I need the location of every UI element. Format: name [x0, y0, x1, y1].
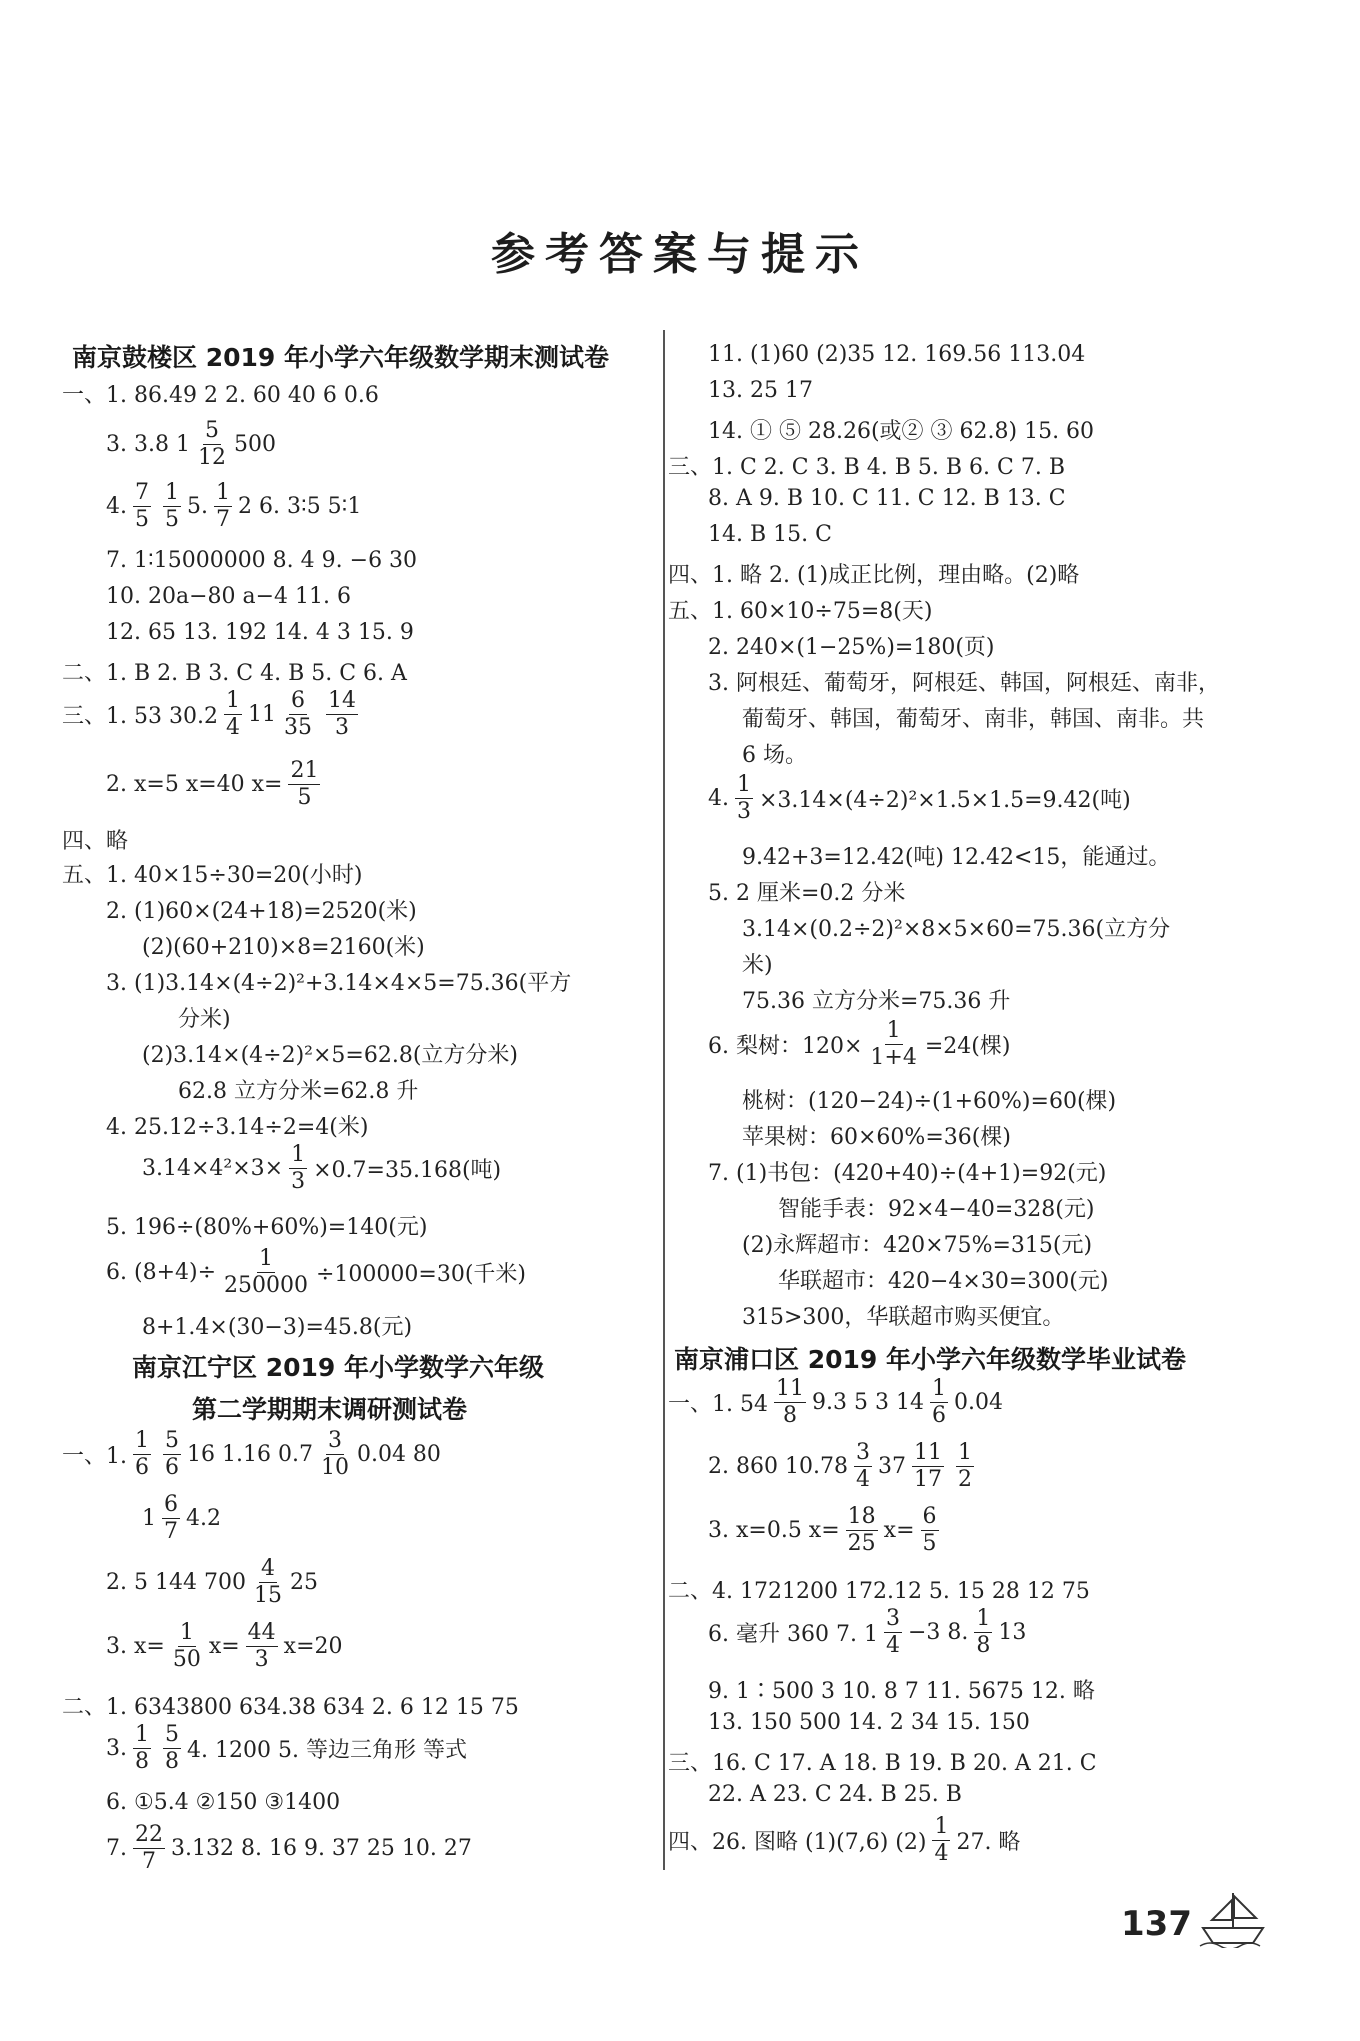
section-heading: 南京鼓楼区 2019 年小学六年级数学期末测试卷 [72, 343, 609, 372]
answer-line: 2. 5 144 700 $\frac{4}{15}$ 25 [106, 1556, 318, 1608]
answer-line: 2. 240×(1−25%)=180(页) [708, 635, 995, 660]
fraction: $\frac{1}{4}$ [934, 1814, 949, 1866]
answer-line: 8. A 9. B 10. C 11. C 12. B 13. C [708, 486, 1066, 511]
answer-line: 7. 1∶15000000 8. 4 9. −6 30 [106, 548, 418, 573]
answer-line: 5. 196÷(80%+60%)=140(元) [106, 1215, 428, 1240]
fraction: $\frac{6}{5}$ [922, 1504, 937, 1556]
answer-line: 4. $\frac{1}{3}$ ×3.14×(4÷2)²×1.5×1.5=9.42(吨) [708, 772, 1131, 824]
section-heading: 第二学期期末调研测试卷 [192, 1395, 468, 1424]
answer-line: 一、1. 86.49 2 2. 60 40 6 0.6 [62, 383, 379, 408]
fraction: $\frac{5}{6}$ [165, 1428, 179, 1480]
answer-line: 7. (1)书包：(420+40)÷(4+1)=92(元) [708, 1161, 1107, 1186]
answer-line: 2. x=5 x=40 x= $\frac{21}{5}$ [106, 758, 319, 810]
fraction: $\frac{11}{17}$ [913, 1440, 942, 1492]
fraction: $\frac{1}{3}$ [737, 772, 751, 824]
answer-line: 11. (1)60 (2)35 12. 169.56 113.04 [708, 342, 1086, 367]
answer-line: 6. (8+4)÷ $\frac{1}{250000}$ ÷100000=30(千米) [106, 1246, 527, 1298]
fraction: $\frac{1}{6}$ [135, 1428, 149, 1480]
answer-line: 315>300，华联超市购买便宜。 [742, 1305, 1065, 1330]
answer-line: 四、26. 图略 (1)(7,6) (2) $\frac{1}{4}$ 27. 略 [668, 1814, 1021, 1866]
fraction: $\frac{5}{12}$ [197, 418, 226, 470]
fraction: $\frac{1}{2}$ [957, 1440, 972, 1492]
answer-line: 一、1. 54 $\frac{11}{8}$ 9.3 5 3 14 $\frac{1}{6}$ 0.04 [668, 1376, 1003, 1428]
answer-line: 3. 阿根廷、葡萄牙，阿根廷、韩国，阿根廷、南非， [708, 671, 1220, 696]
answer-line: 62.8 立方分米=62.8 升 [178, 1079, 419, 1104]
answer-line: 智能手表：92×4−40=328(元) [778, 1197, 1095, 1222]
answer-line: (2)3.14×(4÷2)²×5=62.8(立方分米) [142, 1043, 519, 1068]
answer-line: 9.42+3=12.42(吨) 12.42<15，能通过。 [742, 845, 1171, 870]
answer-line: 6. ①5.4 ②150 ③1400 [106, 1790, 341, 1815]
fraction: $\frac{22}{7}$ [135, 1822, 163, 1874]
answer-line: 五、1. 60×10÷75=8(天) [668, 599, 933, 624]
answer-line: 8+1.4×(30−3)=45.8(元) [142, 1315, 413, 1340]
section-heading: 南京江宁区 2019 年小学数学六年级 [132, 1353, 544, 1382]
answer-line: 6 场。 [742, 743, 807, 768]
answer-line: 一、1. $\frac{1}{6}$ $\frac{5}{6}$ 16 1.16 0.7 $\frac{3}{10}$ 0.04 80 [62, 1428, 441, 1480]
answer-line: 4. 25.12÷3.14÷2=4(米) [106, 1115, 369, 1140]
fraction: $\frac{1}{8}$ [135, 1722, 149, 1774]
answer-line: 三、16. C 17. A 18. B 19. B 20. A 21. C [668, 1751, 1097, 1776]
fraction: $\frac{1}{7}$ [216, 480, 230, 532]
answer-line: 华联超市：420−4×30=300(元) [778, 1269, 1109, 1294]
answer-line: 13. 150 500 14. 2 34 15. 150 [708, 1710, 1030, 1735]
fraction: $\frac{5}{8}$ [165, 1722, 179, 1774]
column-divider [663, 330, 665, 1870]
answer-line: (2)(60+210)×8=2160(米) [142, 935, 425, 960]
fraction: $\frac{1}{5}$ [165, 480, 179, 532]
fraction: $\frac{3}{4}$ [885, 1606, 900, 1658]
answer-line: 6. 毫升 360 7. 1 $\frac{3}{4}$ −3 8. $\frac{1}{8}$ 13 [708, 1606, 1027, 1658]
answer-line: 四、1. 略 2. (1)成正比例，理由略。(2)略 [668, 563, 1080, 588]
fraction: $\frac{6}{7}$ [164, 1492, 178, 1544]
page-number: 137 [1121, 1904, 1192, 1944]
fraction: $\frac{44}{3}$ [247, 1620, 276, 1672]
answer-line: 14. ① ⑤ 28.26(或② ③ 62.8) 15. 60 [708, 419, 1095, 444]
answer-line: 二、4. 1721200 172.12 5. 15 28 12 75 [668, 1579, 1090, 1604]
fraction: $\frac{18}{25}$ [847, 1504, 876, 1556]
fraction: $\frac{1}{6}$ [931, 1376, 946, 1428]
answer-line: 五、1. 40×15÷30=20(小时) [62, 863, 363, 888]
answer-line: (2)永辉超市：420×75%=315(元) [742, 1233, 1093, 1258]
answer-line: 3. x= $\frac{1}{50}$ x= $\frac{44}{3}$ x=20 [106, 1620, 343, 1672]
answer-line: 二、1. B 2. B 3. C 4. B 5. C 6. A [62, 661, 407, 686]
answer-line: 9. 1∶500 3 10. 8 7 11. 5675 12. 略 [708, 1679, 1095, 1704]
answer-line: 三、1. 53 30.2 $\frac{1}{4}$ 11 $\frac{6}{35}$ $\frac{14}{3}$ [62, 688, 356, 740]
answer-line: 3.14×4²×3× $\frac{1}{3}$ ×0.7=35.168(吨) [142, 1142, 502, 1194]
fraction: $\frac{1}{3}$ [291, 1142, 306, 1194]
answer-line: 10. 20a−80 a−4 11. 6 [106, 584, 352, 609]
fraction: $\frac{14}{3}$ [327, 688, 356, 740]
answer-line: 6. 梨树：120× $\frac{1}{1+4}$ =24(棵) [708, 1018, 1011, 1070]
fraction: $\frac{1}{4}$ [225, 688, 240, 740]
fraction: $\frac{7}{5}$ [135, 480, 149, 532]
answer-line: 13. 25 17 [708, 378, 813, 403]
fraction: $\frac{6}{35}$ [283, 688, 312, 740]
answer-line: 1 $\frac{6}{7}$ 4.2 [142, 1492, 221, 1544]
answer-line: 12. 65 13. 192 14. 4 3 15. 9 [106, 620, 414, 645]
answer-line: 3. x=0.5 x= $\frac{18}{25}$ x= $\frac{6}{5}$ [708, 1504, 937, 1556]
answer-line: 3. $\frac{1}{8}$ $\frac{5}{8}$ 4. 1200 5. 等边三角形 等式 [106, 1722, 467, 1774]
fraction: $\frac{1}{50}$ [172, 1620, 201, 1672]
answer-line: 4. $\frac{7}{5}$ $\frac{1}{5}$ 5. $\frac{1}{7}$ 2 6. 3∶5 5∶1 [106, 480, 362, 532]
answer-line: 四、略 [62, 829, 129, 854]
fraction: $\frac{21}{5}$ [290, 758, 319, 810]
answer-line: 3. 3.8 1 $\frac{5}{12}$ 500 [106, 418, 276, 470]
fraction: $\frac{1}{8}$ [976, 1606, 991, 1658]
answer-line: 米) [742, 953, 773, 978]
fraction: $\frac{1}{1+4}$ [870, 1018, 917, 1070]
section-heading: 南京浦口区 2019 年小学六年级数学毕业试卷 [674, 1345, 1186, 1374]
answer-line: 3. (1)3.14×(4÷2)²+3.14×4×5=75.36(平方 [106, 971, 572, 996]
answer-line: 苹果树：60×60%=36(棵) [742, 1125, 1011, 1150]
answer-line: 分米) [178, 1007, 231, 1032]
fraction: $\frac{3}{10}$ [320, 1428, 349, 1480]
answer-line: 3.14×(0.2÷2)²×8×5×60=75.36(立方分 [742, 917, 1171, 942]
answer-line: 7. $\frac{22}{7}$ 3.132 8. 16 9. 37 25 10. 27 [106, 1822, 472, 1874]
answer-line: 三、1. C 2. C 3. B 4. B 5. B 6. C 7. B [668, 455, 1066, 480]
fraction: $\frac{1}{250000}$ [224, 1246, 308, 1298]
answer-line: 5. 2 厘米=0.2 分米 [708, 881, 906, 906]
page-title: 参考答案与提示 [491, 229, 869, 280]
fraction: $\frac{4}{15}$ [253, 1556, 282, 1608]
ship-icon [1198, 1888, 1268, 1948]
fraction: $\frac{3}{4}$ [855, 1440, 870, 1492]
answer-line: 桃树：(120−24)÷(1+60%)=60(棵) [742, 1089, 1117, 1114]
answer-line: 葡萄牙、韩国，葡萄牙、南非，韩国、南非。共 [742, 707, 1205, 732]
fraction: $\frac{11}{8}$ [775, 1376, 804, 1428]
answer-line: 2. (1)60×(24+18)=2520(米) [106, 899, 417, 924]
answer-line: 14. B 15. C [708, 522, 832, 547]
answer-line: 22. A 23. C 24. B 25. B [708, 1782, 962, 1807]
answer-line: 二、1. 6343800 634.38 634 2. 6 12 15 75 [62, 1695, 519, 1720]
answer-line: 75.36 立方分米=75.36 升 [742, 989, 1011, 1014]
answer-line: 2. 860 10.78 $\frac{3}{4}$ 37 $\frac{11}{17}$ $\frac{1}{2}$ [708, 1440, 972, 1492]
